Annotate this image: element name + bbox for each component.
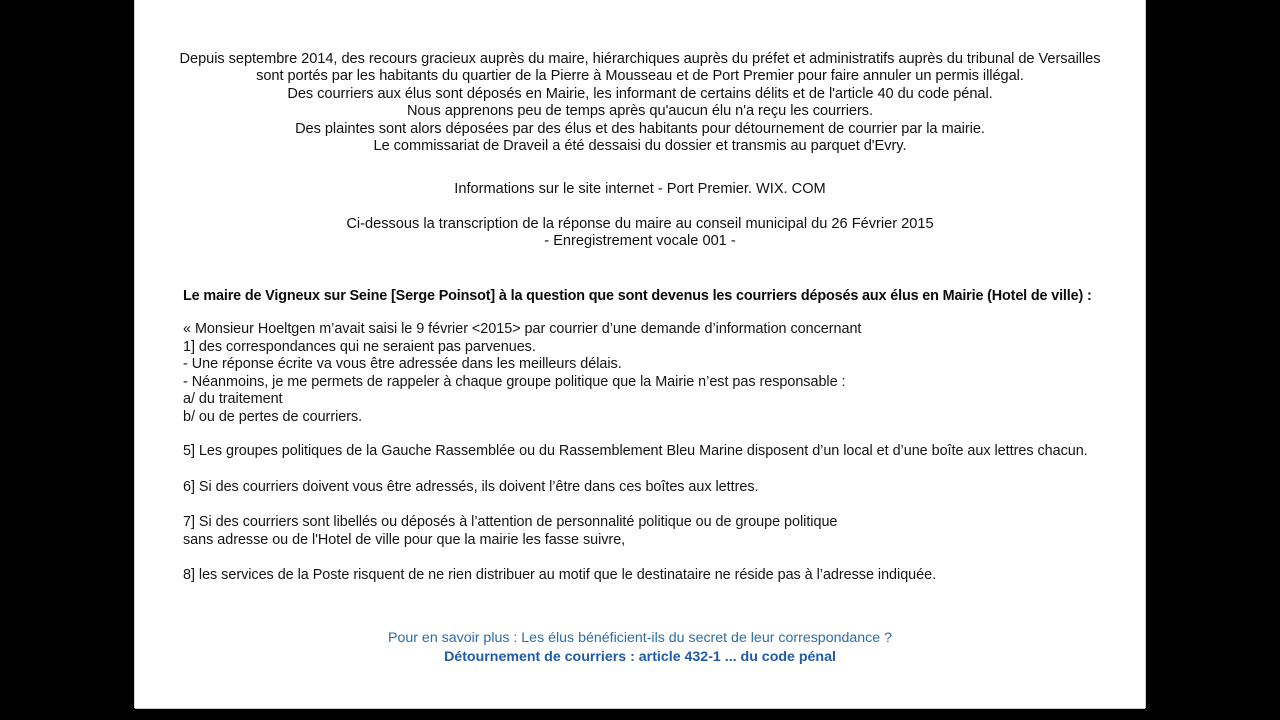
intro-line-2: sont portés par les habitants du quartier de la Pierre à Mousseau et de Port Premier pour faire annuler un permis illégal. bbox=[256, 68, 1024, 85]
footer-link-penal-code[interactable]: Détournement de courriers : article 432-1 ... du code pénal bbox=[444, 649, 836, 665]
transcript-line-2: - Enregistrement vocale 001 - bbox=[544, 233, 736, 250]
quote-line-1: « Monsieur Hoeltgen m’avait saisi le 9 février <2015> par courrier d’une demande d’information concernant bbox=[183, 321, 862, 337]
intro-line-5: Des plaintes sont alors déposées par des élus et des habitants pour détournement de courrier par la mairie. bbox=[295, 120, 985, 137]
transcript-notice bbox=[147, 216, 1133, 251]
point-7-line-1: 7] Si des courriers sont libellés ou déposés à l’attention de personnalité politique ou de groupe politique bbox=[183, 514, 838, 530]
intro-line-1: Depuis septembre 2014, des recours gracieux auprès du maire, hiérarchiques auprès du préfet et administratifs auprès du tribunal de Versailles bbox=[179, 51, 1101, 67]
point-5: 5] Les groupes politiques de la Gauche Rassemblée ou du Rassemblement Bleu Marine disposent d’un local et d’une boîte aux lettres chacun. bbox=[183, 443, 1088, 459]
quote-line-5: a/ du traitement bbox=[183, 391, 283, 408]
quote-line-4: - Néanmoins, je me permets de rappeler à chaque groupe politique que la Mairie n’est pas responsable : bbox=[183, 373, 846, 390]
intro-line-6: Le commissariat de Draveil a été dessaisi du dossier et transmis au parquet d'Evry. bbox=[373, 138, 907, 155]
intro-paragraph bbox=[147, 51, 1133, 155]
quote-line-2: 1] des correspondances qui ne seraient pas parvenues. bbox=[183, 338, 536, 355]
intro-line-4: Nous apprenons peu de temps après qu'aucun élu n'a reçu les courriers. bbox=[406, 103, 874, 120]
document-page bbox=[135, 0, 1145, 708]
point-7 bbox=[183, 514, 837, 549]
point-6: 6] Si des courriers doivent vous être adressés, ils doivent l’être dans ces boîtes aux lettres. bbox=[183, 479, 759, 495]
website-info-line: Informations sur le site internet - Port Premier. WIX. COM bbox=[454, 181, 826, 197]
point-7-line-2: sans adresse ou de l'Hotel de ville pour que la mairie les fasse suivre, bbox=[183, 531, 626, 548]
mayor-question-heading: Le maire de Vigneux sur Seine [Serge Poinsot] à la question que sont devenus les courriers déposés aux élus en Mairie (Hotel de ville) : bbox=[183, 288, 1092, 304]
quote-line-6: b/ ou de pertes de courriers. bbox=[183, 408, 363, 425]
footer-links bbox=[147, 629, 1133, 667]
mayor-quote-block bbox=[183, 321, 1129, 427]
quote-line-3: - Une réponse écrite va vous être adressée dans les meilleurs délais. bbox=[183, 356, 622, 373]
footer-link-more-info[interactable]: Pour en savoir plus : Les élus bénéficient-ils du secret de leur correspondance ? bbox=[388, 630, 892, 646]
intro-line-3: Des courriers aux élus sont déposés en Mairie, les informant de certains délits et de l'article 40 du code pénal. bbox=[287, 85, 993, 102]
document-page-content bbox=[135, 0, 1145, 708]
transcript-line-1: Ci-dessous la transcription de la réponse du maire au conseil municipal du 26 Février 2015 bbox=[346, 216, 934, 232]
point-8: 8] les services de la Poste risquent de ne rien distribuer au motif que le destinataire ne réside pas à l’adresse indiquée. bbox=[183, 567, 937, 583]
